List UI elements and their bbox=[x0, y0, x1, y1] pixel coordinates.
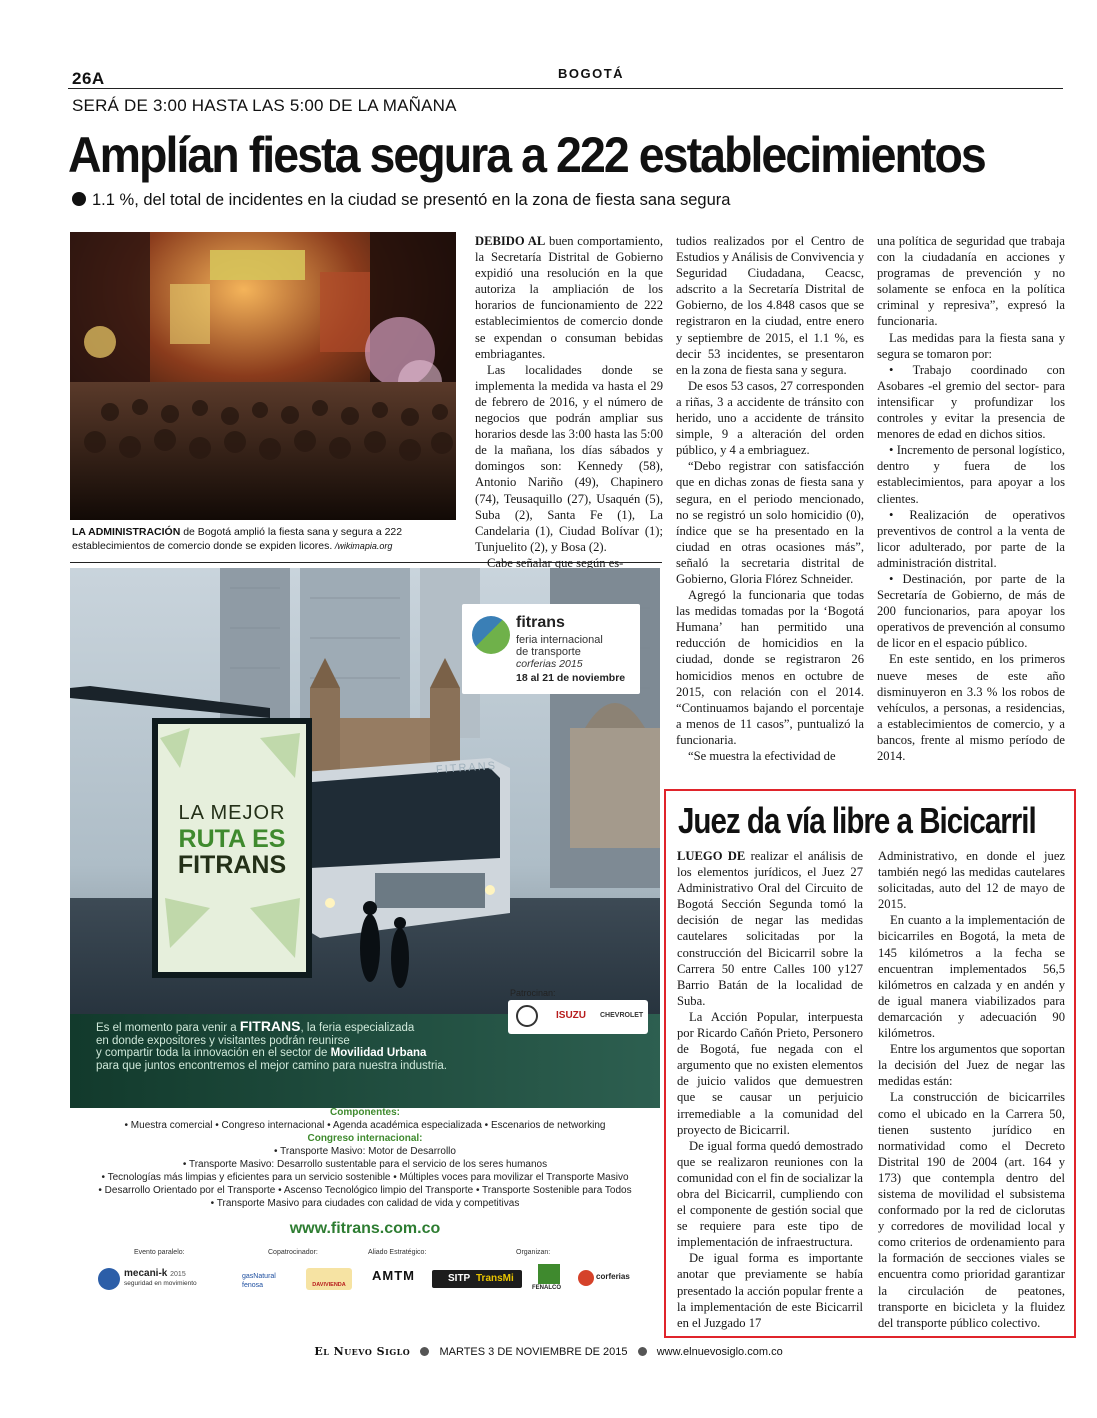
article-column-1 bbox=[475, 233, 663, 571]
label-aliado: Aliado Estratégico: bbox=[368, 1249, 427, 1256]
sidebar-headline: Juez da vía libre a Bicicarril bbox=[678, 800, 1036, 841]
col2-p3: “Debo registrar con satisfacción que en dichas zonas de fiesta sana y segura, en el periodo mencionado, no se registró un solo homicidio (0), índice que se ha presentado en la ciudad en otras ocasiones más”, señaló la secretaria distrital de Gobierno, Gloria Flórez Schneider. bbox=[676, 459, 864, 586]
chevrolet-logo: CHEVROLET bbox=[600, 1012, 644, 1019]
congress-item-4: • Desarrollo Orientado por el Transporte • Ascenso Tecnológico limpio del Transporte • Transporte Sostenible para Todos bbox=[98, 1185, 632, 1196]
band-line1-post: , la feria especializada bbox=[300, 1022, 415, 1034]
col2-p4: Agregó la funcionaria que todas las medidas tomadas por la ‘Bogotá Humana’ han permitido una reducción de homicidios en la ciudad, donde se registraron 26 homicidios menos en octubre de 2015, con relación con el 2014. “Continuamos bajando el porcentaje a menos de 11 casos”, puntualizó la funcionaria. bbox=[676, 588, 864, 747]
band-line2: en donde expositores y visitantes podrán reunirse bbox=[96, 1034, 350, 1047]
fitrans-brand: fitrans bbox=[516, 614, 565, 631]
components-title: Componentes: bbox=[330, 1107, 400, 1118]
bullet-icon bbox=[72, 192, 86, 206]
transmilenio-logo: TransMi bbox=[476, 1273, 514, 1284]
col3-bullet-4: • Destinación, por parte de la Secretaría de Gobierno, de más de 200 funcionarios, para apoyar los operativos de prevención al consumo de licor en el espacio público. bbox=[877, 571, 1065, 651]
headline: Amplían fiesta segura a 222 establecimientos bbox=[68, 127, 985, 183]
sitp-logo: SITP bbox=[448, 1273, 471, 1284]
bus-destination-sign: FITRANS bbox=[435, 759, 498, 777]
fitrans-logo-icon bbox=[472, 616, 510, 654]
subhead-text: 1.1 %, del total de incidentes en la ciudad se presentó en la zona de fiesta sana segura bbox=[92, 191, 731, 209]
page-number: 26A bbox=[72, 69, 105, 88]
corferias-logo: corferias bbox=[596, 1272, 630, 1281]
gas-natural-logo: gasNatural fenosa bbox=[242, 1273, 276, 1289]
ad-components bbox=[70, 1106, 660, 1210]
band-line3-bold: Movilidad Urbana bbox=[330, 1047, 427, 1059]
sidebar-lead: LUEGO DE bbox=[677, 849, 746, 863]
photo-credit: /wikimapia.org bbox=[332, 541, 393, 551]
sidebar-column-1 bbox=[677, 848, 863, 1331]
fitrans-brand-line3: corferias 2015 bbox=[516, 658, 583, 670]
footer-dot-icon-1 bbox=[420, 1347, 429, 1356]
article-column-3 bbox=[877, 233, 1065, 764]
band-line3-pre: y compartir toda la innovación en el sector de bbox=[96, 1047, 331, 1059]
components-list: • Muestra comercial • Congreso internacional • Agenda académica especializada • Escenarios de networking bbox=[124, 1120, 606, 1131]
label-organizan: Organizan: bbox=[516, 1249, 551, 1256]
footer bbox=[0, 1340, 1097, 1359]
poster-text bbox=[158, 800, 306, 878]
col2-p5: “Se muestra la efectividad de bbox=[688, 749, 836, 763]
amtm-logo: AMTM bbox=[372, 1268, 415, 1283]
label-copatrocinador: Copatrocinador: bbox=[268, 1249, 318, 1256]
sidebar-p1: realizar el análisis de los elementos jurídicos, el Juez 27 Administrativo Oral del Circuito de Bogotá Sección Segunda tomó la decisión de negar las medidas cautelares solicitadas por la construcción del Bicicarril sobre la Carrera 50 entre Calles 100 y127 Barrio Batán de la localidad de Suba. bbox=[677, 849, 863, 1008]
sidebar-p3: De igual forma quedó demostrado que se realizaron reuniones con la comunidad con el fin de socializar la obra del Bicicarril, cumpliendo con el componente de gestión social que se requiere para este tipo de implementación de infraestructura. bbox=[677, 1138, 863, 1250]
poster-line-2: RUTA ES bbox=[178, 825, 286, 853]
fitrans-brand-line1: feria internacional bbox=[516, 634, 603, 646]
ad-band-text bbox=[96, 1020, 536, 1072]
sidebar-p4: De igual forma es importante anotar que previamente se había presentado la acción popular frente a la implementación de este Bicicarril en el Juzgado 17 bbox=[677, 1251, 863, 1330]
footer-date: MARTES 3 DE NOVIEMBRE DE 2015 bbox=[439, 1346, 628, 1358]
col2-p1: tudios realizados por el Centro de Estudios y Análisis de Convivencia y Seguridad Ciudadana, Ceacsc, adscrito a la Secretaría Distrital de Gobierno, de los 4.848 casos que se registraron en la ciudad, entre enero y septiembre de 2015, el 1.1 %, es decir 53 incidentes, se presentaron en la zona de fiesta sana y segura. bbox=[676, 234, 864, 377]
poster-line-1: LA MEJOR bbox=[178, 802, 286, 824]
mecanik-year: 2015 bbox=[170, 1271, 186, 1278]
congress-item-2: • Transporte Masivo: Desarrollo sustentable para el servicio de los seres humanos bbox=[182, 1159, 548, 1170]
sidebar-p7: Entre los argumentos que soportan la decisión del Juez de negar las medidas están: bbox=[878, 1042, 1065, 1089]
col3-p3: En este sentido, en los primeros nueve meses de este año disminuyeron en 3.3 % los robos de vehículos, a personas, a residencias, a establecimientos de comercio, y a bancos, frente al mismo período de 2014. bbox=[877, 652, 1065, 763]
label-evento-paralelo: Evento paralelo: bbox=[134, 1249, 185, 1256]
photo-ad-divider bbox=[70, 562, 662, 563]
footer-dot-icon-2 bbox=[638, 1347, 647, 1356]
corferias-logo-icon bbox=[578, 1270, 594, 1286]
photo-caption-text: de Bogotá amplió la fiesta sana y segura a 222 establecimientos de comercio donde se expiden licores. bbox=[72, 526, 403, 552]
isuzu-logo: ISUZU bbox=[556, 1010, 586, 1021]
sponsor-label: Patrocinan: bbox=[510, 988, 556, 998]
photo-caption bbox=[72, 525, 456, 553]
footer-paper: El Nuevo Siglo bbox=[314, 1345, 411, 1358]
article-column-2 bbox=[676, 233, 864, 764]
congress-item-1: • Transporte Masivo: Motor de Desarrollo bbox=[274, 1146, 456, 1157]
fitrans-ad bbox=[70, 568, 660, 1306]
kicker: SERÁ DE 3:00 HASTA LAS 5:00 DE LA MAÑANA bbox=[72, 96, 457, 115]
fitrans-dates: 18 al 21 de noviembre bbox=[516, 672, 626, 684]
col3-bullet-1: • Trabajo coordinado con Asobares -el gremio del sector- para intensificar y profundizar los controles y evitar la presencia de menores de edad en dichos sitios. bbox=[877, 362, 1065, 442]
col3-p1: una política de seguridad que trabaja con la ciudadanía en acciones y programas de prevención y no solamente se enfoca en la política criminal y represiva”, expresó la funcionaria. bbox=[877, 234, 1065, 329]
col3-bullet-2: • Incremento de personal logístico, dentro y fuera de los establecimientos, para apoyar a los clientes. bbox=[877, 443, 1065, 506]
fenalco-logo: FENALCO bbox=[532, 1285, 561, 1291]
congress-title: Congreso internacional: bbox=[307, 1133, 423, 1144]
mecanik-sub: seguridad en movimiento bbox=[124, 1280, 197, 1287]
congress-item-3: • Tecnologías más limpias y eficientes para un servicio sostenible • Múltiples voces para movilizar el Transporte Masivo bbox=[101, 1172, 629, 1183]
sidebar-p6: En cuanto a la implementación de bicicarriles en Bogotá, la meta de 145 kilómetros a la fecha se encuentran implementados 56,5 kilómetros en calzada y en andén y de igual manera viabilizados para demarcación y adecuación 90 kilómetros. bbox=[878, 913, 1065, 1041]
col1-p1: buen comportamiento, la Secretaría Distrital de Gobierno expidió una resolución en la que autoriza la ampliación de los horarios de funcionamiento de 222 establecimientos de comercio donde se expendan o consuman bebidas embriagantes. bbox=[475, 234, 663, 361]
band-line4: para que juntos encontremos el mejor camino para nuestra industria. bbox=[96, 1059, 447, 1072]
col1-p2: Las localidades donde se implementa la medida va hasta el 29 de febrero de 2016, y el número de negocios que podrán ampliar sus horarios desde las 3:00 hasta las 5:00 de la mañana, los días sábados y domingos son: Kennedy (58), Antonio Nariño (49), Chapinero (74), Teusaquillo (27), Usaquén (5), Suba (2), Santa Fe (1), La Candelaria (1), Ciudad Bolívar (1); Tunjuelito (2), y Bosa (2). bbox=[475, 362, 663, 554]
sidebar-p8: La construcción de bicicarriles como el ubicado en la Carrera 50, tienen sustento jurídico en normatividad como el Decreto Distrital 190 de 2004 (art. 164 y 173) que contempla dentro del sistema de movilidad el subsistema conformado por la red de ciclorutas y corredores de movilidad local y como criterios de ordenamiento para la formación de secciones viales se encuentra como prioridad garantizar la circulación de peatones, transporte en bicicleta y la fluidez del transporte público colectivo. bbox=[878, 1090, 1065, 1330]
photo-caption-lead: LA ADMINISTRACIÓN bbox=[72, 526, 181, 538]
congress-item-5: • Transporte Masivo para ciudades con calidad de vida y competitivas bbox=[210, 1198, 520, 1209]
fitrans-logo-card bbox=[462, 604, 640, 694]
col3-p2: Las medidas para la fiesta sana y segura se tomaron por: bbox=[877, 330, 1065, 361]
mecanik-logo-icon bbox=[98, 1268, 120, 1290]
col3-bullet-3: • Realización de operativos preventivos de control a la venta de licor adulterado, por parte de la administración distrital. bbox=[877, 507, 1065, 570]
ad-url[interactable]: www.fitrans.com.co bbox=[289, 1220, 441, 1237]
crowd-street-image bbox=[70, 232, 456, 520]
band-line1-bold: FITRANS bbox=[239, 1018, 301, 1034]
col2-p2: De esos 53 casos, 27 corresponden a riñas, 3 a accidente de tránsito con herido, uno a accidente de tránsito simple, 9 a alteración del orden público, y 4 a embriaguez. bbox=[676, 378, 864, 458]
band-line1-pre: Es el momento para venir a bbox=[96, 1022, 240, 1034]
poster-line-3: FITRANS bbox=[177, 851, 287, 879]
col1-lead: DEBIDO AL bbox=[475, 234, 546, 248]
fenalco-logo-icon bbox=[538, 1264, 560, 1284]
sidebar-p2: La Acción Popular, interpuesta por Ricardo Cañón Prieto, Personero de Bogotá, fue negada con el argumento que no existen elementos de juicio validos que demuestren que se causar un perjuicio irremediable a la comunidad del proyecto de Bicicarril. bbox=[677, 1009, 863, 1137]
sidebar-column-2 bbox=[878, 848, 1065, 1331]
fitrans-brand-line2: de transporte bbox=[516, 646, 581, 658]
mecanik-logo bbox=[124, 1268, 186, 1279]
section-name: BOGOTÁ bbox=[558, 66, 625, 81]
nightlife-photo bbox=[70, 232, 456, 520]
subhead bbox=[72, 191, 730, 210]
header-rule bbox=[68, 88, 1063, 89]
footer-url[interactable]: www.elnuevosiglo.com.co bbox=[656, 1346, 783, 1358]
sidebar-p5: Administrativo, en donde el juez también negó las medidas cautelares solicitadas, auto del 12 de mayo de 2015. bbox=[878, 849, 1065, 912]
davivienda-logo: DAVIVIENDA bbox=[312, 1282, 346, 1288]
mecanik-name: mecani-k bbox=[124, 1268, 168, 1279]
